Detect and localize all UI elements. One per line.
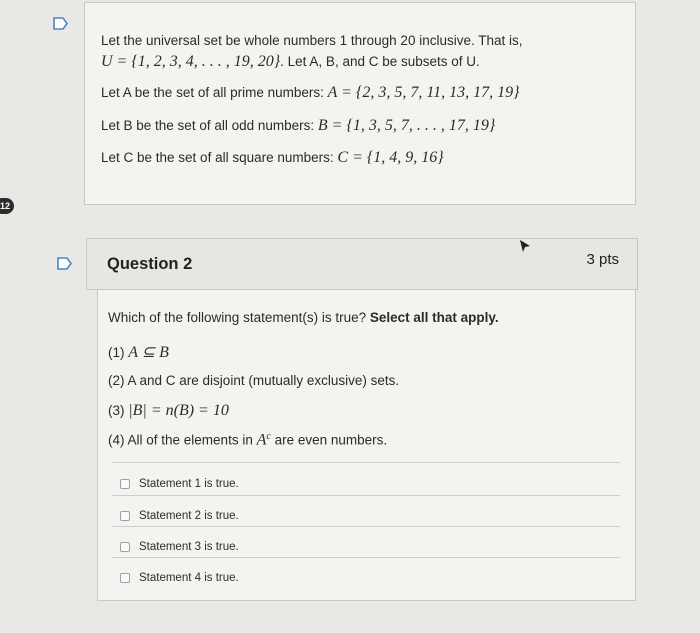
option-statement-2[interactable] bbox=[120, 506, 239, 526]
context-line-3 bbox=[101, 84, 520, 102]
option-separator bbox=[112, 557, 620, 558]
set-c-math: C = {1, 4, 9, 16} bbox=[337, 149, 444, 166]
context-card bbox=[84, 2, 636, 205]
prompt-text: Which of the following statement(s) is true? bbox=[108, 310, 370, 325]
context-line-1: Let the universal set be whole numbers 1 through 20 inclusive. That is, bbox=[101, 33, 523, 48]
set-b-text: Let B be the set of all odd numbers: bbox=[101, 118, 318, 133]
option-2-label: Statement 2 is true. bbox=[139, 510, 239, 522]
statement-3-math: |B| = n(B) = 10 bbox=[128, 402, 229, 419]
question-title: Question 2 bbox=[107, 255, 193, 273]
question-points: 3 pts bbox=[586, 251, 619, 268]
statement-1 bbox=[108, 342, 169, 362]
option-1-label: Statement 1 is true. bbox=[139, 478, 239, 490]
flag-icon[interactable] bbox=[53, 17, 68, 30]
statement-3-label: (3) bbox=[108, 403, 129, 418]
set-c-text: Let C be the set of all square numbers: bbox=[101, 150, 338, 165]
checkbox-statement-1[interactable] bbox=[120, 479, 130, 489]
statement-4-label: (4) All of the elements in bbox=[108, 432, 257, 448]
statement-3 bbox=[108, 402, 229, 420]
option-statement-1[interactable] bbox=[120, 474, 239, 494]
question-prompt bbox=[108, 310, 499, 325]
universal-set-math: U = {1, 2, 3, 4, . . . , 19, 20} bbox=[101, 53, 281, 70]
set-a-text: Let A be the set of all prime numbers: bbox=[101, 85, 328, 100]
question-number-badge: 12 bbox=[0, 198, 14, 214]
question-body bbox=[97, 289, 636, 601]
flag-question-icon[interactable] bbox=[57, 257, 72, 270]
statement-4-text: are even numbers. bbox=[270, 432, 388, 448]
subsets-text: . Let A, B, and C be subsets of U. bbox=[280, 54, 480, 69]
prompt-emphasis: Select all that apply. bbox=[369, 310, 499, 325]
statement-4-sup: c bbox=[266, 431, 271, 442]
option-3-label: Statement 3 is true. bbox=[139, 541, 239, 553]
option-4-label: Statement 4 is true. bbox=[139, 572, 239, 584]
context-line-4 bbox=[101, 117, 495, 135]
option-statement-3[interactable] bbox=[120, 537, 239, 557]
checkbox-statement-2[interactable] bbox=[120, 511, 130, 521]
statement-1-math: A ⊆ B bbox=[128, 344, 169, 361]
set-a-math: A = {2, 3, 5, 7, 11, 13, 17, 19} bbox=[327, 84, 520, 101]
statement-2-label: (2) A and C are disjoint (mutually exclusive) sets. bbox=[108, 373, 400, 388]
option-statement-4[interactable] bbox=[120, 568, 239, 588]
option-separator bbox=[112, 526, 620, 527]
set-b-math: B = {1, 3, 5, 7, . . . , 17, 19} bbox=[317, 117, 496, 134]
statement-2 bbox=[108, 373, 399, 388]
context-line-5 bbox=[101, 149, 444, 167]
statement-4-math: A bbox=[256, 431, 267, 449]
statement-4 bbox=[108, 431, 387, 450]
checkbox-statement-3[interactable] bbox=[120, 542, 130, 552]
option-separator bbox=[112, 462, 620, 463]
option-separator bbox=[112, 495, 620, 496]
context-line-2 bbox=[101, 53, 480, 71]
question-header bbox=[86, 238, 638, 290]
statement-1-label: (1) bbox=[108, 345, 129, 360]
checkbox-statement-4[interactable] bbox=[120, 573, 130, 583]
mouse-cursor-icon bbox=[519, 239, 531, 258]
